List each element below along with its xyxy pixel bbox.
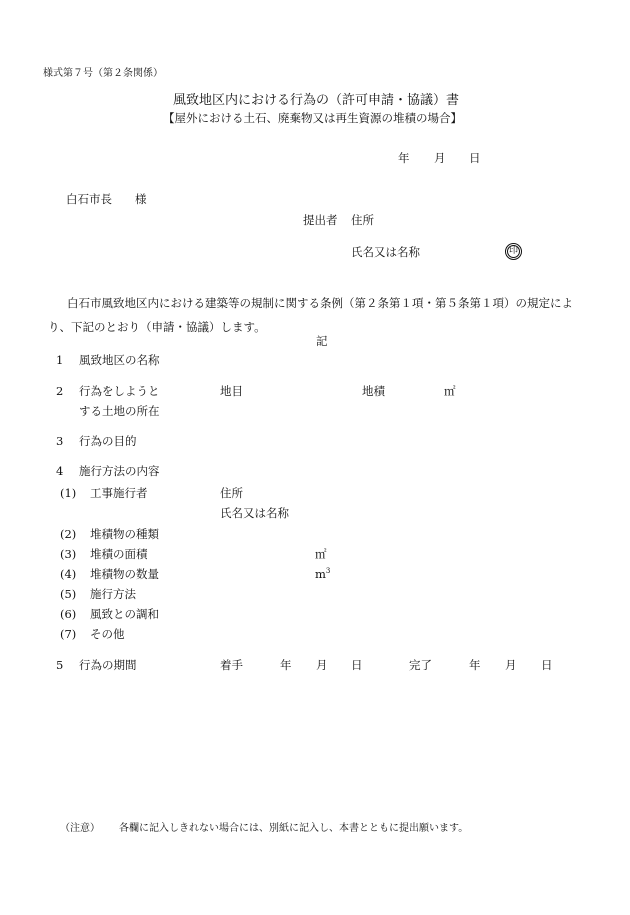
start-month: 月 xyxy=(316,658,328,672)
area-unit: ㎡ xyxy=(315,547,327,561)
item4-number: 4 xyxy=(56,464,64,478)
sub5-label: 施行方法 xyxy=(90,587,136,601)
sub2-label: 堆積物の種類 xyxy=(90,527,159,541)
sub1-label: 工事施行者 xyxy=(90,486,148,500)
volume-unit xyxy=(315,568,330,582)
item5-number: 5 xyxy=(56,658,64,672)
chimoku-label: 地目 xyxy=(220,384,243,398)
start-day: 日 xyxy=(351,658,363,672)
seal-mark xyxy=(505,243,522,260)
sub1-number: (1) xyxy=(60,486,77,500)
end-month: 月 xyxy=(505,658,517,672)
chiseki-label: 地積 xyxy=(362,384,385,398)
seal-label: 印 xyxy=(508,246,518,256)
sub3-number: (3) xyxy=(60,547,77,561)
addressee: 白石市長 様 xyxy=(66,192,147,206)
item1-label: 風致地区の名称 xyxy=(79,353,160,367)
sub2-number: (2) xyxy=(60,527,77,541)
sub3-label: 堆積の面積 xyxy=(90,547,148,561)
sub5-number: (5) xyxy=(60,587,77,601)
form-number: 様式第７号（第２条関係） xyxy=(43,68,163,79)
contractor-name-label: 氏名又は名称 xyxy=(220,506,289,520)
sub7-number: (7) xyxy=(60,627,77,641)
item2-label-line1: 行為をしようと xyxy=(79,384,160,398)
item3-number: 3 xyxy=(56,434,64,448)
sub4-number: (4) xyxy=(60,567,77,581)
applicant-address-label: 住所 xyxy=(351,213,374,227)
item2-number: 2 xyxy=(56,384,64,398)
date-month: 月 xyxy=(434,151,446,165)
ki-heading: 記 xyxy=(316,334,328,348)
end-day: 日 xyxy=(541,658,553,672)
item3-label: 行為の目的 xyxy=(79,434,137,448)
body-paragraph: 白石市風致地区内における建築等の規制に関する条例（第２条第１項・第５条第１項）の規定により、下記のとおり（申請・協議）します。 xyxy=(48,296,573,334)
volume-unit-base: m xyxy=(315,567,326,581)
applicant-name-label: 氏名又は名称 xyxy=(351,245,420,259)
note-text: 各欄に記入しきれない場合には、別紙に記入し、本書とともに提出願います。 xyxy=(119,823,469,834)
contractor-address-label: 住所 xyxy=(220,486,243,500)
applicant-label: 提出者 xyxy=(303,213,338,227)
sub6-number: (6) xyxy=(60,607,77,621)
sub6-label: 風致との調和 xyxy=(90,607,159,621)
date-year: 年 xyxy=(398,151,410,165)
sub4-label: 堆積物の数量 xyxy=(90,567,159,581)
volume-unit-exponent: 3 xyxy=(325,567,331,576)
item1-number: 1 xyxy=(56,353,64,367)
date-day: 日 xyxy=(469,151,481,165)
item2-label-line2: する土地の所在 xyxy=(79,404,160,418)
sub7-label: その他 xyxy=(90,627,125,641)
document-subtitle: 【屋外における土石、廃棄物又は再生資源の堆積の場合】 xyxy=(163,111,462,125)
start-label: 着手 xyxy=(220,658,243,672)
end-year: 年 xyxy=(469,658,481,672)
chiseki-unit: ㎡ xyxy=(444,384,456,398)
item5-label: 行為の期間 xyxy=(79,658,137,672)
seal-inner-ring xyxy=(507,245,520,258)
note-label: （注意） xyxy=(60,823,100,834)
start-year: 年 xyxy=(280,658,292,672)
document-title: 風致地区内における行為の（許可申請・協議）書 xyxy=(173,93,460,108)
end-label: 完了 xyxy=(409,658,432,672)
item4-label: 施行方法の内容 xyxy=(79,464,160,478)
